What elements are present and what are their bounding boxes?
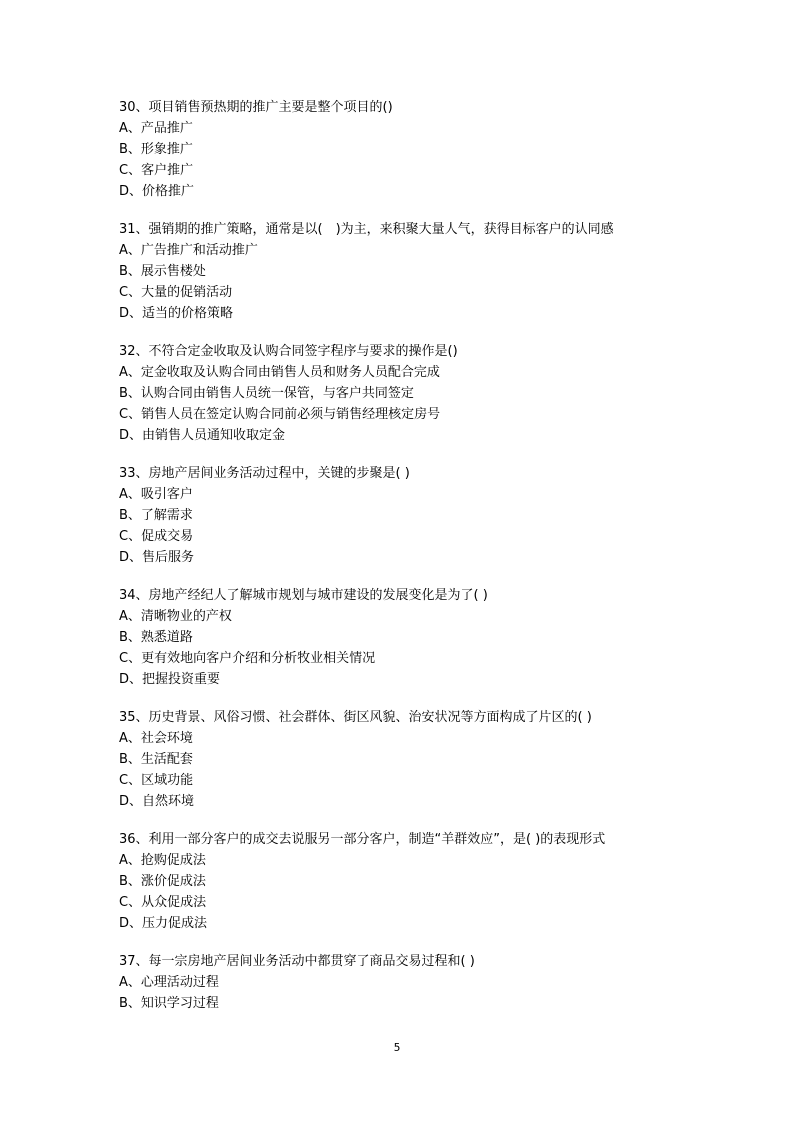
option-b: B、知识学习过程 (119, 996, 219, 1011)
option-a: A、心理活动过程 (119, 975, 219, 990)
question-33 (119, 463, 699, 568)
option-a: A、社会环境 (119, 731, 193, 746)
question-37 (119, 951, 699, 1014)
option-c: C、销售人员在签定认购合同前必须与销售经理核定房号 (119, 407, 441, 422)
option-b: B、生活配套 (119, 752, 193, 767)
question-32 (119, 341, 699, 446)
question-stem: 30、项目销售预热期的推广主要是整个项目的() (119, 100, 393, 115)
option-b: B、熟悉道路 (119, 630, 193, 645)
option-d: D、把握投资重要 (119, 672, 221, 687)
option-a: A、广告推广和活动推广 (119, 243, 258, 258)
question-list (119, 97, 699, 1031)
question-stem: 31、强销期的推广策略，通常是以( )为主，来积聚大量人气，获得目标客户的认同感 (119, 222, 614, 237)
question-36 (119, 829, 699, 934)
option-b: B、涨价促成法 (119, 874, 206, 889)
question-30 (119, 97, 699, 202)
option-d: D、适当的价格策略 (119, 306, 234, 321)
question-stem: 33、房地产居间业务活动过程中，关键的步聚是( ) (119, 466, 410, 481)
question-34 (119, 585, 699, 690)
option-b: B、认购合同由销售人员统一保管，与客户共同签定 (119, 386, 414, 401)
question-stem: 37、每一宗房地产居间业务活动中都贯穿了商品交易过程和( ) (119, 954, 475, 969)
option-c: C、从众促成法 (119, 895, 207, 910)
question-stem: 35、历史背景、风俗习惯、社会群体、街区风貌、治安状况等方面构成了片区的( ) (119, 710, 592, 725)
option-d: D、压力促成法 (119, 916, 208, 931)
option-c: C、促成交易 (119, 529, 194, 544)
option-d: D、价格推广 (119, 184, 195, 199)
option-c: C、客户推广 (119, 163, 194, 178)
option-c: C、大量的促销活动 (119, 285, 233, 300)
option-a: A、抢购促成法 (119, 853, 206, 868)
question-stem: 32、不符合定金收取及认购合同签字程序与要求的操作是() (119, 344, 458, 359)
option-c: C、更有效地向客户介绍和分析牧业相关情况 (119, 651, 376, 666)
option-d: D、自然环境 (119, 794, 195, 809)
option-b: B、形象推广 (119, 142, 193, 157)
option-a: A、清晰物业的产权 (119, 609, 232, 624)
option-a: A、吸引客户 (119, 487, 193, 502)
option-c: C、区域功能 (119, 773, 194, 788)
option-d: D、售后服务 (119, 550, 195, 565)
question-31 (119, 219, 699, 324)
option-b: B、了解需求 (119, 508, 193, 523)
question-35 (119, 707, 699, 812)
page-number: 5 (393, 1041, 401, 1054)
option-a: A、定金收取及认购合同由销售人员和财务人员配合完成 (119, 365, 440, 380)
option-b: B、展示售楼处 (119, 264, 206, 279)
question-stem: 34、房地产经纪人了解城市规划与城市建设的发展变化是为了( ) (119, 588, 488, 603)
question-stem: 36、利用一部分客户的成交去说服另一部分客户，制造“羊群效应”，是( )的表现形式 (119, 832, 606, 847)
option-a: A、产品推广 (119, 121, 193, 136)
option-d: D、由销售人员通知收取定金 (119, 428, 286, 443)
